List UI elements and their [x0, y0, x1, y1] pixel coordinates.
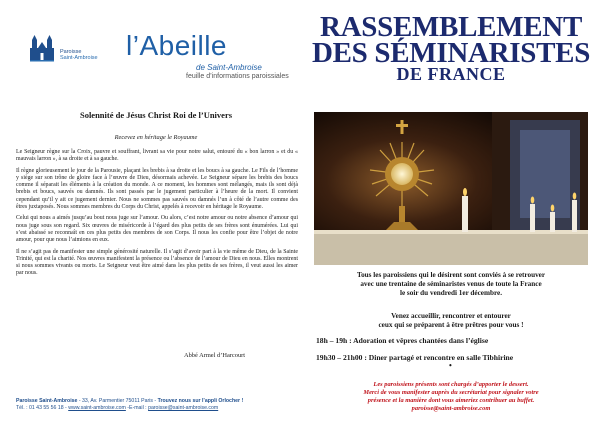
event-poster [310, 11, 592, 415]
article-paragraph: Il règne glorieusement le jour de la Parousie, plaçant les brebis à sa droite et les boucs à sa gauche. Le Fils de l’homme y siège sur son trône de gloire face à l’œuvre de Dieu, désormais achevée. Le Seigneur sépare les brebis des boucs comme il séparait les éléments à la création du monde. A ce moment, les hommes sont mélangés, mais ils sont déjà brebis et boucs, sauvés ou damnés. Ils sont passés par le jugement particulier à l’heure de la mort. Il convient cependant qu’il y ait ce jugement dernier. Nous ne sommes pas sauvés ou damnés l’un à côté de l’autre comme des êtres juxtaposés. Nous sommes membres du Corps du Christ, appelés à recevoir en héritage le Royaume. [16, 167, 298, 210]
event-line: avec une trentaine de séminaristes venus de toute la France [360, 280, 542, 289]
newsletter-column [14, 30, 298, 415]
poster-title-line-3: DE FRANCE [396, 64, 506, 84]
notice-email-link[interactable]: paroisse@saint-ambroise.com [411, 405, 491, 412]
church-logo-icon [28, 34, 56, 62]
article-body [16, 149, 298, 282]
masthead-title: l’Abeille [126, 30, 227, 61]
event-description [310, 271, 592, 299]
dessert-notice [310, 381, 592, 413]
monstrance-photo [314, 112, 588, 265]
footer-email-link[interactable]: paroisse@saint-ambroise.com [148, 405, 219, 411]
schedule-item-dinner: 19h30 – 21h00 : Diner partagé et rencontre en salle Tibhirine [316, 353, 514, 362]
footer-line-2 [16, 405, 298, 412]
article-title: Solennité de Jésus Christ Roi de l’Univers [79, 110, 233, 120]
event-line: Tous les paroissiens qui le désirent sont conviés à se retrouver [356, 271, 546, 279]
masthead-tagline: feuille d’informations paroissiales [186, 73, 289, 80]
event-invitation [310, 312, 592, 330]
schedule-item-adoration: 18h – 19h : Adoration et vêpres chantées dans l’église [316, 336, 489, 345]
event-line: le soir du vendredi 1er décembre. [399, 289, 503, 298]
parish-saint: Saint-Ambroise [60, 55, 98, 61]
notice-line: présence et la manière dont vous aimeriez contribuer au buffet. [367, 397, 535, 404]
footer-address: - 33, Av. Parmentier 75011 Paris - [77, 398, 158, 404]
notice-line: Merci de vous manifester auprès du secrétariat pour signaler votre [363, 389, 539, 396]
poster-title-line-1: RASSEMBLEMENT [320, 11, 582, 43]
footer-app: Trouvez nous sur l’appli Orlocher ! [157, 398, 244, 404]
masthead-subtitle: de Saint-Ambroise [196, 63, 262, 72]
notice-line: Les paroissiens présents sont chargés d’apporter le dessert. [373, 381, 529, 388]
masthead [26, 30, 296, 84]
parish-name [60, 49, 98, 61]
footer-line-1 [16, 398, 298, 405]
poster-title [310, 11, 592, 84]
separator-bullet: • [449, 361, 452, 370]
footer-phone: Tél. : 01 43 55 56 18 - [16, 405, 69, 411]
invite-line: Venez accueillir, rencontrer et entourer [391, 312, 511, 320]
article-paragraph: Il ne s’agit pas de manifester une simple générosité naturelle. Il s’agit d’avoir part à la vie même de Dieu, de la Sainte Trinité, qui est la charité. Nos œuvres manifestent la présence ou l’absence de l’amour de Dieu en nous. Elles montrent si nous sommes vivants ou morts. Le Seigneur veut être aimé dans les plus petits de ses frères, il veut aussi les aimer par nous. [16, 248, 298, 277]
footer-parish: Paroisse Saint-Ambroise [16, 398, 78, 404]
parish-label: Paroisse [60, 49, 82, 55]
footer-email-label: -E-mail : [125, 405, 149, 411]
poster-title-line-2: DES SÉMINARISTES [311, 37, 591, 69]
parish-footer [16, 398, 298, 412]
article-subtitle: Recevez en héritage le Royaume [114, 134, 198, 141]
monstrance-image [314, 112, 588, 265]
article-paragraph: Le Seigneur règne sur la Croix, pauvre et souffrant, livrant sa vie pour notre salut, entouré du « bon larron » et du « mauvais larron », à sa droite et à sa gauche. [16, 149, 298, 163]
footer-website-link[interactable]: www.saint-ambroise.com [68, 405, 126, 411]
article-paragraph: Celui qui nous a aimés jusqu’au bout nous juge sur l’amour. Ou alors, c’est notre amour ou notre absence d’amour qui nous juge sous son regard. Six œuvres de miséricorde à l’égard des plus petits de ses frères sont énumérées. Lui qui s’est abaissé se reconnaît en ces plus petits des membres de son Corps. Il nous les confie pour être l’objet de notre amour, pour que nous l’aimions en eux. [16, 215, 298, 244]
article-signature: Abbé Armel d’Harcourt [184, 352, 246, 359]
invite-line: ceux qui se préparent à être prêtres pour vous ! [378, 321, 524, 330]
